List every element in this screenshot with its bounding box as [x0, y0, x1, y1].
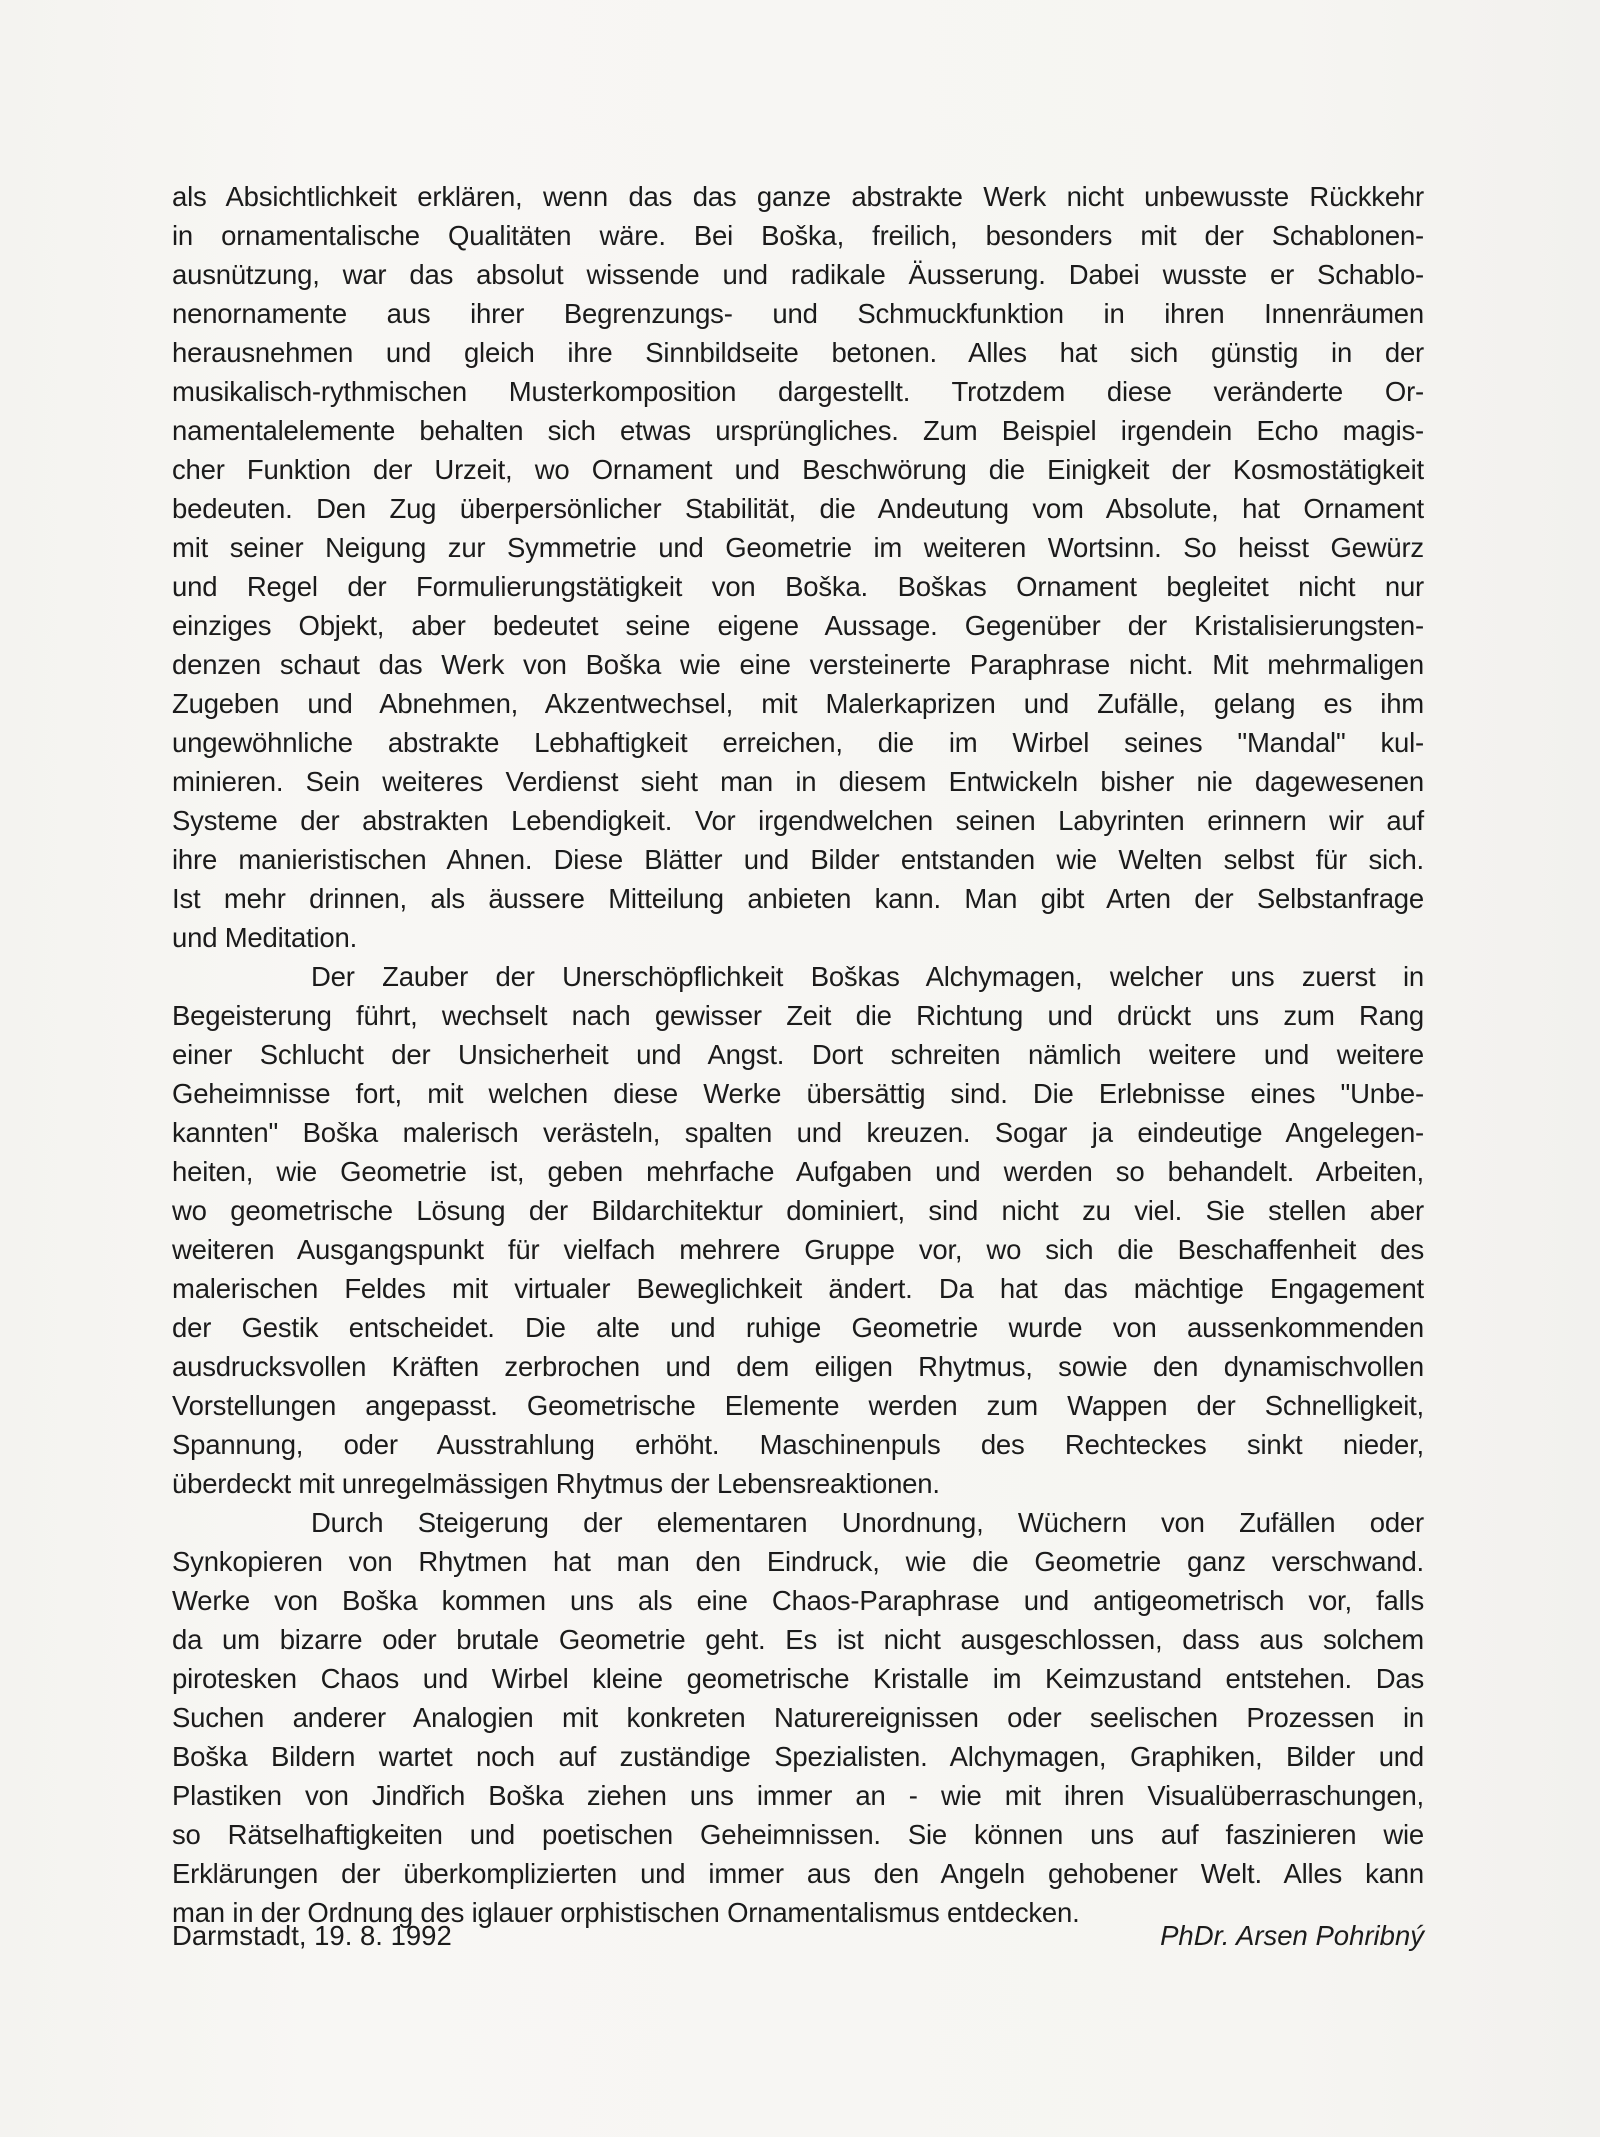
text-line: ungewöhnliche abstrakte Lebhaftigkeit erreichen, die im Wirbel seines "Mandal" kul-	[172, 727, 1424, 758]
text-line: so Rätselhaftigkeiten und poetischen Geheimnissen. Sie können uns auf faszinieren wie	[172, 1819, 1424, 1850]
text-line: Synkopieren von Rhytmen hat man den Eindruck, wie die Geometrie ganz verschwand.	[172, 1546, 1424, 1577]
text-line: heiten, wie Geometrie ist, geben mehrfache Aufgaben und werden so behandelt. Arbeiten,	[172, 1156, 1424, 1187]
text-line: nenornamente aus ihrer Begrenzungs- und Schmuckfunktion in ihren Innenräumen	[172, 298, 1424, 329]
author-name: PhDr. Arsen Pohribný	[1160, 1920, 1424, 1951]
text-line: Systeme der abstrakten Lebendigkeit. Vor irgendwelchen seinen Labyrinten erinnern wir auf	[172, 805, 1424, 836]
text-line: einer Schlucht der Unsicherheit und Angst. Dort schreiten nämlich weitere und weitere	[172, 1039, 1424, 1070]
text-line: ausnützung, war das absolut wissende und radikale Äusserung. Dabei wusste er Schablo-	[172, 259, 1424, 290]
text-line: man in der Ordnung des iglauer orphistischen Ornamentalismus entdecken.	[172, 1897, 1080, 1928]
text-line: denzen schaut das Werk von Boška wie eine versteinerte Paraphrase nicht. Mit mehrmaligen	[172, 649, 1424, 680]
text-line: und Meditation.	[172, 922, 358, 953]
text-line: namentalelemente behalten sich etwas ursprüngliches. Zum Beispiel irgendein Echo magis-	[172, 415, 1424, 446]
place-and-date: Darmstadt, 19. 8. 1992	[172, 1920, 452, 1951]
text-line: Spannung, oder Ausstrahlung erhöht. Maschinenpuls des Rechteckes sinkt nieder,	[172, 1429, 1424, 1460]
text-line: der Gestik entscheidet. Die alte und ruhige Geometrie wurde von aussenkommenden	[172, 1312, 1424, 1343]
text-line: da um bizarre oder brutale Geometrie geht. Es ist nicht ausgeschlossen, dass aus solchem	[172, 1624, 1424, 1655]
text-line: musikalisch-rythmischen Musterkomposition dargestellt. Trotzdem diese veränderte Or-	[172, 376, 1424, 407]
text-line: Suchen anderer Analogien mit konkreten Naturereignissen oder seelischen Prozessen in	[172, 1702, 1424, 1733]
text-line: bedeuten. Den Zug überpersönlicher Stabilität, die Andeutung vom Absolute, hat Ornament	[172, 493, 1424, 524]
text-line: Werke von Boška kommen uns als eine Chaos-Paraphrase und antigeometrisch vor, falls	[172, 1585, 1424, 1616]
text-line: Zugeben und Abnehmen, Akzentwechsel, mit Malerkaprizen und Zufälle, gelang es ihm	[172, 688, 1424, 719]
text-line: Plastiken von Jindřich Boška ziehen uns immer an - wie mit ihren Visualüberraschungen,	[172, 1780, 1424, 1811]
text-line: Vorstellungen angepasst. Geometrische Elemente werden zum Wappen der Schnelligkeit,	[172, 1390, 1424, 1421]
text-line: pirotesken Chaos und Wirbel kleine geometrische Kristalle im Keimzustand entstehen. Das	[172, 1663, 1424, 1694]
text-line: Ist mehr drinnen, als äussere Mitteilung anbieten kann. Man gibt Arten der Selbstanfrage	[172, 883, 1424, 914]
text-line: Geheimnisse fort, mit welchen diese Werke übersättig sind. Die Erlebnisse eines "Unbe-	[172, 1078, 1424, 1109]
text-line: als Absichtlichkeit erklären, wenn das das ganze abstrakte Werk nicht unbewusste Rückkehr	[172, 181, 1424, 212]
text-line: ausdrucksvollen Kräften zerbrochen und dem eiligen Rhytmus, sowie den dynamischvollen	[172, 1351, 1424, 1382]
text-line: überdeckt mit unregelmässigen Rhytmus der Lebensreaktionen.	[172, 1468, 940, 1499]
text-line: cher Funktion der Urzeit, wo Ornament und Beschwörung die Einigkeit der Kosmostätigkeit	[172, 454, 1424, 485]
text-line: weiteren Ausgangspunkt für vielfach mehrere Gruppe vor, wo sich die Beschaffenheit des	[172, 1234, 1424, 1265]
text-line: einziges Objekt, aber bedeutet seine eigene Aussage. Gegenüber der Kristalisierungsten-	[172, 610, 1424, 641]
text-line: herausnehmen und gleich ihre Sinnbildseite betonen. Alles hat sich günstig in der	[172, 337, 1424, 368]
text-line: wo geometrische Lösung der Bildarchitektur dominiert, sind nicht zu viel. Sie stellen aber	[172, 1195, 1424, 1226]
body-text	[172, 177, 1424, 1932]
text-line: mit seiner Neigung zur Symmetrie und Geometrie im weiteren Wortsinn. So heisst Gewürz	[172, 532, 1424, 563]
text-line: Boška Bildern wartet noch auf zuständige Spezialisten. Alchymagen, Graphiken, Bilder und	[172, 1741, 1424, 1772]
text-line: Begeisterung führt, wechselt nach gewisser Zeit die Richtung und drückt uns zum Rang	[172, 1000, 1424, 1031]
text-line: Erklärungen der überkomplizierten und immer aus den Angeln gehobener Welt. Alles kann	[172, 1858, 1424, 1889]
text-line: kannten" Boška malerisch verästeln, spalten und kreuzen. Sogar ja eindeutige Angelegen-	[172, 1117, 1424, 1148]
text-line: und Regel der Formulierungstätigkeit von Boška. Boškas Ornament begleitet nicht nur	[172, 571, 1424, 602]
text-line: Durch Steigerung der elementaren Unordnung, Wüchern von Zufällen oder	[311, 1507, 1424, 1538]
text-line: malerischen Feldes mit virtualer Beweglichkeit ändert. Da hat das mächtige Engagement	[172, 1273, 1424, 1304]
signature-line	[172, 1916, 1424, 1955]
text-line: ihre manieristischen Ahnen. Diese Blätter und Bilder entstanden wie Welten selbst für sich.	[172, 844, 1424, 875]
text-line: minieren. Sein weiteres Verdienst sieht man in diesem Entwickeln bisher nie dagewesenen	[172, 766, 1424, 797]
text-line: in ornamentalische Qualitäten wäre. Bei Boška, freilich, besonders mit der Schablonen-	[172, 220, 1424, 251]
text-line: Der Zauber der Unerschöpflichkeit Boškas Alchymagen, welcher uns zuerst in	[311, 961, 1424, 992]
